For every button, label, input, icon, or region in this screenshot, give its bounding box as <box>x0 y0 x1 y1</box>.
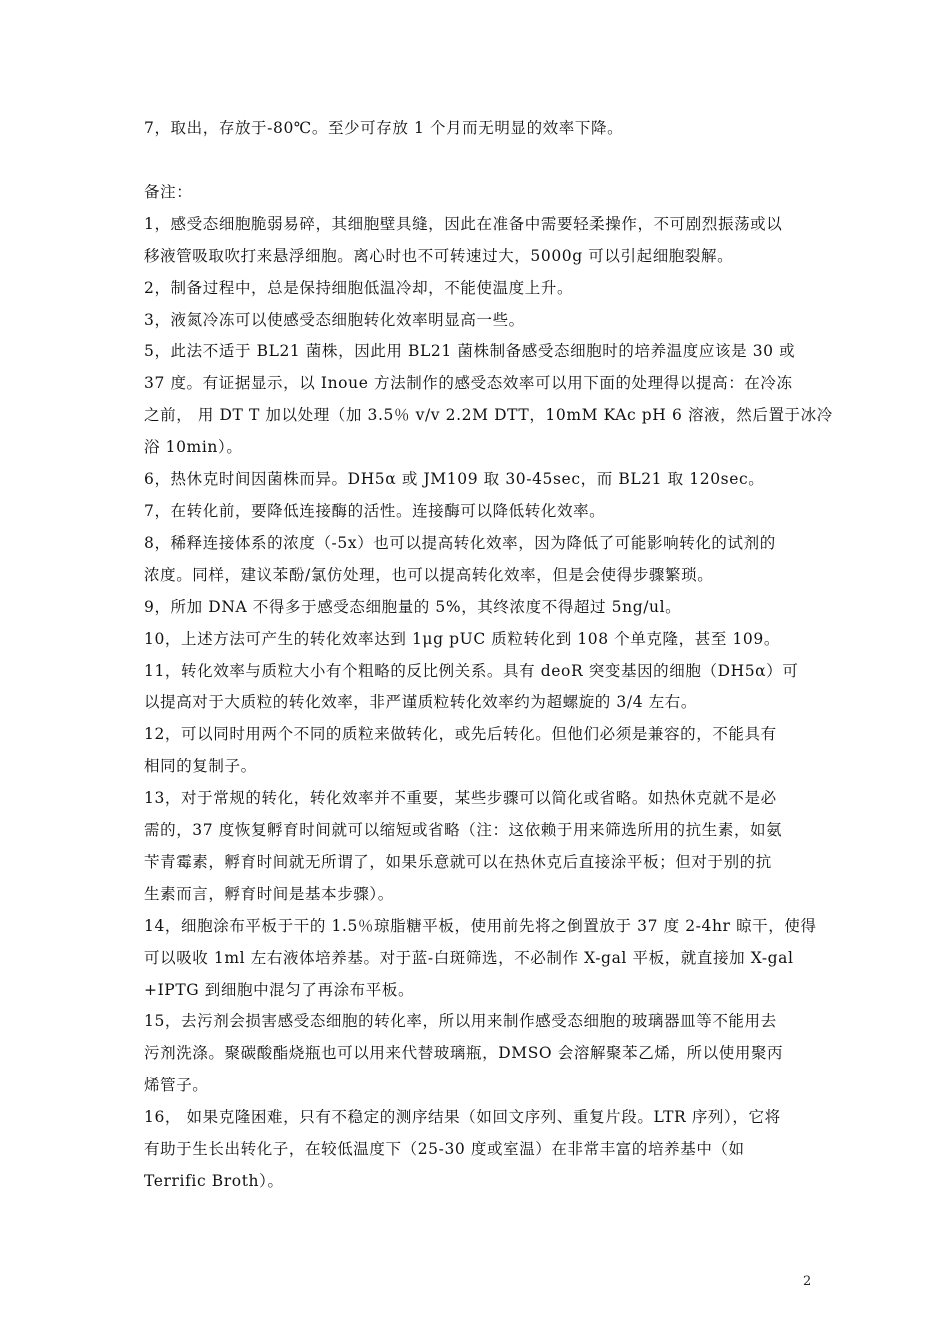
note-10-line: 10，上述方法可产生的转化效率达到 1μg pUC 质粒转化到 108 个单克隆，甚至 109。 <box>144 629 780 648</box>
note-12-line-1: 12，可以同时用两个不同的质粒来做转化，或先后转化。但他们必须是兼容的，不能具有 <box>144 725 777 744</box>
note-2-line: 2，制备过程中，总是保持细胞低温冷却，不能使温度上升。 <box>144 278 574 297</box>
step-7-line: 7，取出，存放于-80℃。至少可存放 1 个月而无明显的效率下降。 <box>144 119 624 137</box>
note-7-line: 7，在转化前，要降低连接酶的活性。连接酶可以降低转化效率。 <box>144 501 606 520</box>
note-13-line-3: 苄青霉素，孵育时间就无所谓了，如果乐意就可以在热休克后直接涂平板；但对于别的抗 <box>144 852 772 871</box>
note-6-line: 6，热休克时间因菌株而异。DH5α 或 JM109 取 30-45sec，而 BL21 取 120sec。 <box>144 470 765 489</box>
note-13-line-2: 需的，37 度恢复孵育时间就可以缩短或省略（注：这依赖于用来筛选所用的抗生素，如氨 <box>144 821 783 840</box>
note-1-line-1: 1，感受态细胞脆弱易碎，其细胞壁具缝，因此在准备中需要轻柔操作，不可剧烈振荡或以 <box>144 214 783 233</box>
note-11-line-1: 11，转化效率与质粒大小有个粗略的反比例关系。具有 deoR 突变基因的细胞（DH5α）可 <box>144 661 799 680</box>
blank-line <box>144 145 814 177</box>
note-9-line: 9，所加 DNA 不得多于感受态细胞量的 5%，其终浓度不得超过 5ng/ul。 <box>144 597 682 616</box>
note-15-line-1: 15，去污剂会损害感受态细胞的转化率，所以用来制作感受态细胞的玻璃器皿等不能用去 <box>144 1012 777 1031</box>
note-15-line-2: 污剂洗涤。聚碳酸酯烧瓶也可以用来代替玻璃瓶，DMSO 会溶解聚苯乙烯，所以使用聚丙 <box>144 1044 784 1063</box>
note-14-line-1: 14，细胞涂布平板于干的 1.5％琼脂糖平板，使用前先将之倒置放于 37 度 2-4hr 晾干，使得 <box>144 916 817 935</box>
note-3-line: 3，液氮冷冻可以使感受态细胞转化效率明显高一些。 <box>144 310 525 329</box>
note-5-line-2: 37 度。有证据显示，以 Inoue 方法制作的感受态效率可以用下面的处理得以提高：在冷冻 <box>144 374 793 393</box>
document-body <box>144 113 833 1198</box>
note-1-line-2: 移液管吸取吹打来悬浮细胞。离心时也不可转速过大，5000g 可以引起细胞裂解。 <box>144 246 734 265</box>
note-14-line-3: +IPTG 到细胞中混匀了再涂布平板。 <box>144 980 415 999</box>
note-16-line-3: Terrific Broth）。 <box>144 1172 284 1190</box>
note-5-line-4: 浴 10min）。 <box>144 438 243 457</box>
note-11-line-2: 以提高对于大质粒的转化效率，非严谨质粒转化效率约为超螺旋的 3/4 左右。 <box>144 693 698 712</box>
note-14-line-2: 可以吸收 1ml 左右液体培养基。对于蓝-白斑筛选，不必制作 X-gal 平板，就直接加 X-gal <box>144 948 794 967</box>
note-16-line-2: 有助于生长出转化子，在较低温度下（25-30 度或室温）在非常丰富的培养基中（如 <box>144 1140 745 1159</box>
note-13-line-1: 13，对于常规的转化，转化效率并不重要，某些步骤可以简化或省略。如热休克就不是必 <box>144 789 777 808</box>
note-16-line-1: 16， 如果克隆困难，只有不稳定的测序结果（如回文序列、重复片段。LTR 序列），它将 <box>144 1108 781 1127</box>
note-15-line-3: 烯管子。 <box>144 1076 209 1095</box>
note-13-line-4: 生素而言，孵育时间是基本步骤）。 <box>144 884 394 903</box>
note-12-line-2: 相同的复制子。 <box>144 757 257 776</box>
note-8-line-1: 8，稀释连接体系的浓度（-5x）也可以提高转化效率，因为降低了可能影响转化的试剂的 <box>144 533 776 552</box>
page-number: 2 <box>803 1274 812 1289</box>
note-5-line-1: 5，此法不适于 BL21 菌株，因此用 BL21 菌株制备感受态细胞时的培养温度应该是 30 或 <box>144 342 796 361</box>
note-8-line-2: 浓度。同样，建议苯酚/氯仿处理，也可以提高转化效率，但是会使得步骤繁琐。 <box>144 565 714 584</box>
notes-heading: 备注： <box>144 182 193 201</box>
note-5-line-3: 之前， 用 DT T 加以处理（加 3.5％ v/v 2.2M DTT，10mM KAc pH 6 溶液，然后置于冰冷 <box>144 406 833 425</box>
